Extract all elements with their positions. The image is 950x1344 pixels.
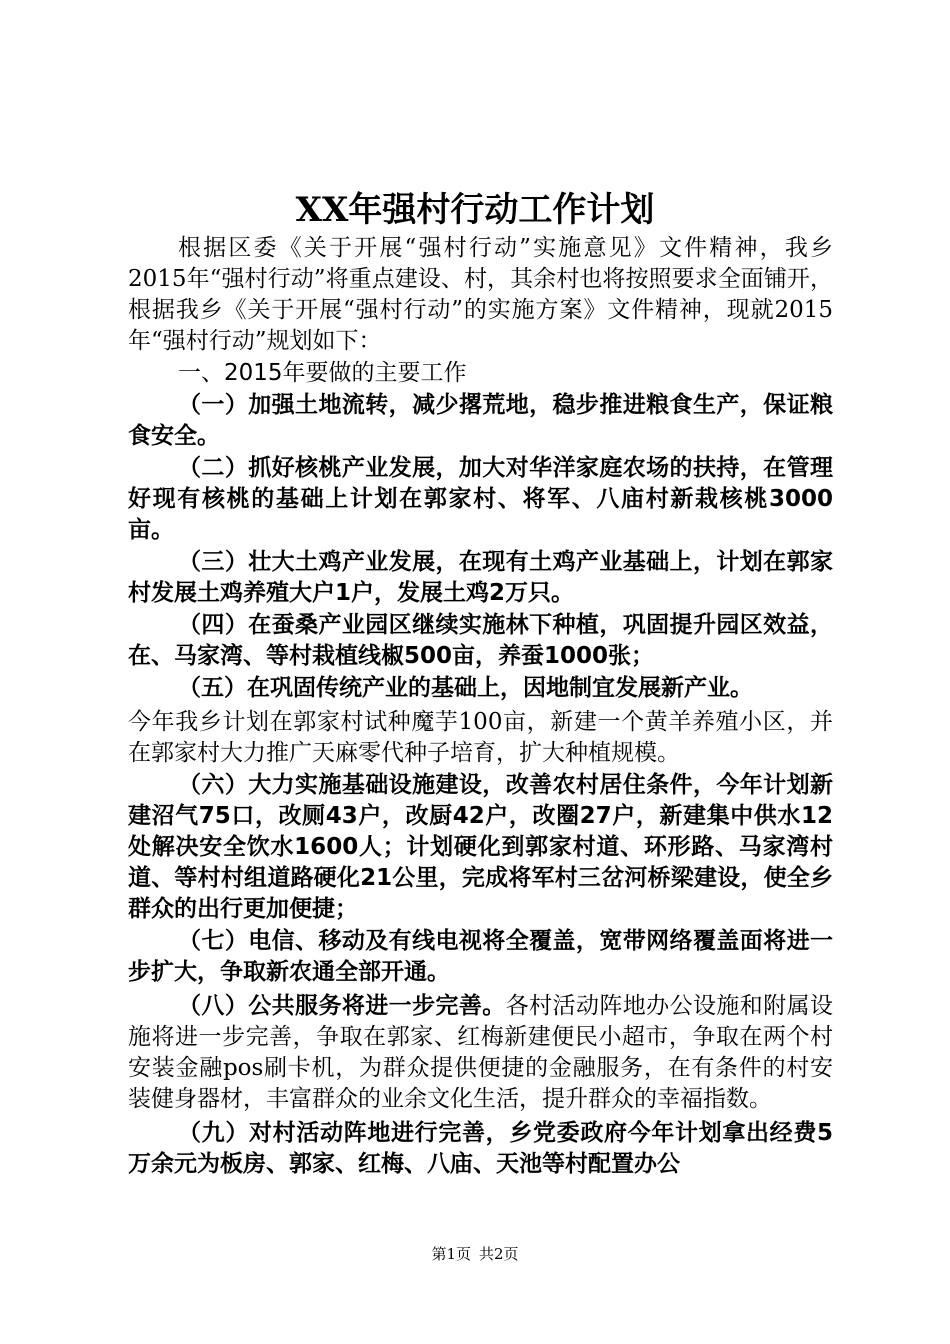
item-5-detail-paragraph: 今年我乡计划在郭家村试种魔芋100亩，新建一个黄羊养殖小区，并在郭家村大力推广天麻零代种子培育，扩大种植规模。 <box>128 709 833 766</box>
item-5-paragraph: （五）在巩固传统产业的基础上，因地制宜发展新产业。 <box>178 675 753 701</box>
item-1-paragraph: （一）加强土地流转，减少撂荒地，稳步推进粮食生产，保证粮食安全。 <box>128 392 833 449</box>
page-number: 第1页 <box>431 1245 471 1263</box>
page-total: 共2页 <box>479 1245 519 1263</box>
item-4-paragraph: （四）在蚕桑产业园区继续实施林下种植，巩固提升园区效益，在、马家湾、等村栽植线椒500亩，养蚕1000张； <box>128 612 833 669</box>
item-7-paragraph: （七）电信、移动及有线电视将全覆盖，宽带网络覆盖面将进一步扩大，争取新农通全部开通。 <box>128 928 833 985</box>
document-body <box>128 233 833 1180</box>
item-8-detail: 各村活动阵地办公设施和附属设施将进一步完善，争取在郭家、红梅新建便民小超市，争取在两个村安装金融pos刷卡机，为群众提供便捷的金融服务，在有条件的村安装健身器材，丰富群众的业余文化生活，提升群众的幸福指数。 <box>128 993 834 1112</box>
section-heading: 一、2015年要做的主要工作 <box>178 360 467 386</box>
item-2-paragraph: （二）抓好核桃产业发展，加大对华洋家庭农场的扶持，在管理好现有核桃的基础上计划在郭家村、将军、八庙村新栽核桃3000亩。 <box>128 455 833 543</box>
item-9-paragraph: （九）对村活动阵地进行完善，乡党委政府今年计划拿出经费5万余元为板房、郭家、红梅、八庙、天池等村配置办公 <box>128 1120 833 1177</box>
document-title: XX年强村行动工作计划 <box>295 190 655 230</box>
item-6-paragraph: （六）大力实施基础设施建设，改善农村居住条件，今年计划新建沼气75口，改厕43户，改厨42户，改圈27户，新建集中供水12处解决安全饮水1600人；计划硬化到郭家村道、环形路、马家湾村道、等村村组道路硬化21公里，完成将军村三岔河桥梁建设，使全乡群众的出行更加便捷； <box>128 772 833 922</box>
item-8-paragraph <box>128 991 833 1115</box>
item-3-paragraph: （三）壮大土鸡产业发展，在现有土鸡产业基础上，计划在郭家村发展土鸡养殖大户1户，发展土鸡2万只。 <box>128 549 833 606</box>
intro-paragraph: 根据区委《关于开展“强村行动”实施意见》文件精神，我乡2015年“强村行动”将重点建设、村，其余村也将按照要求全面铺开，根据我乡《关于开展“强村行动”的实施方案》文件精神，现就2015年“强村行动”规划如下： <box>128 235 833 354</box>
item-8-heading: （八）公共服务将进一步完善。 <box>178 993 506 1019</box>
page-footer <box>0 1243 950 1265</box>
